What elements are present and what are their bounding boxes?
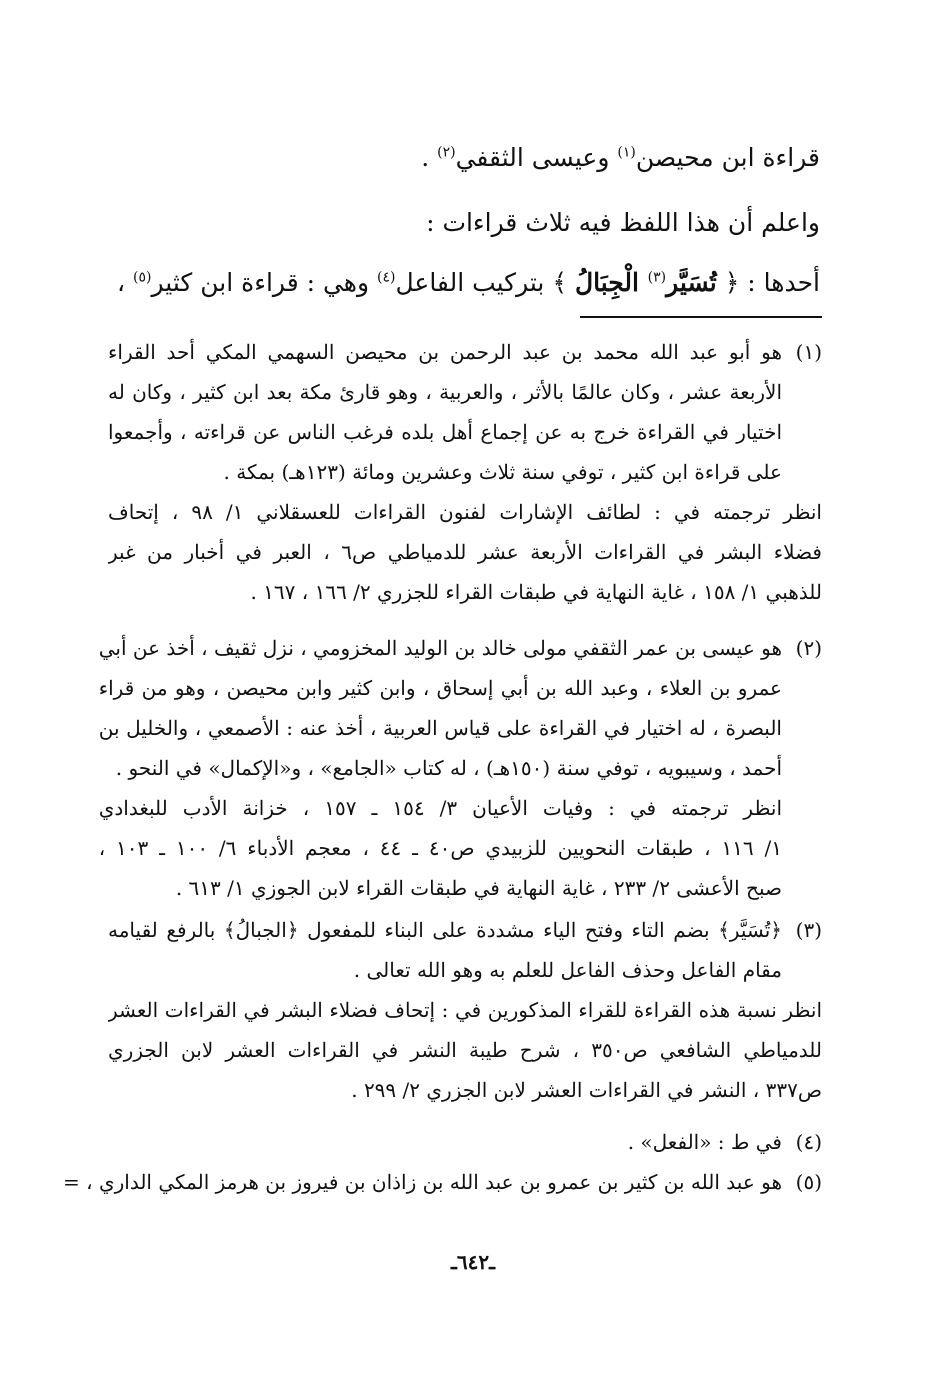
footnote-body (99, 628, 782, 908)
footnote-line: عمرو بن العلاء ، وعبد الله بن أبي إسحاق ، وابن كثير وابن محيصن ، وهو من قراء (98, 676, 782, 700)
footnote-line: انظر ترجمته في : وفيات الأعيان ٣/ ١٥٤ ـ ١٥٧ ، خزانة الأدب للبغدادي (98, 796, 782, 820)
main-text-segment: . (421, 143, 438, 172)
main-text-segment: ﴾ بتركيب الفاعل (395, 268, 575, 297)
footnote-line: اختيار في القراءة خرج به عن إجماع أهل بلده فرغب الناس عن قراءته ، وأجمعوا (108, 420, 782, 444)
page-number: ـ٦٤٢ـ (451, 1250, 495, 1274)
footnote-2 (98, 628, 822, 908)
footnote-line: للذهبي ١/ ١٥٨ ، غاية النهاية في طبقات القراء للجزري ٢/ ١٦٦ ، ١٦٧ . (250, 580, 822, 604)
footnote-line: في ط : «الفعل» . (627, 1130, 782, 1154)
footnote-line: انظر ترجمته في : لطائف الإشارات لفنون القراءات للعسقلاني ١/ ٩٨ ، إتحاف (108, 500, 822, 524)
footnote-ref-5: (٥) (133, 269, 152, 286)
footnote-ref-2: (٢) (437, 144, 456, 161)
main-text-segment: قراءة ابن محيصن (635, 143, 820, 172)
main-text-line-3 (100, 263, 820, 303)
footnote-number: (٤) (795, 1130, 822, 1154)
footnote-line: صبح الأعشى ٢/ ٢٣٣ ، غاية النهاية في طبقات القراء لابن الجوزي ١/ ٦١٣ . (175, 876, 782, 900)
footnote-line: للدمياطي الشافعي ص٣٥٠ ، شرح طيبة النشر في القراءات العشر لابن الجزري (108, 1038, 822, 1062)
main-text-segment: وهي : قراءة ابن كثير (151, 268, 377, 297)
footnote-line: مقام الفاعل وحذف الفاعل للعلم به وهو الله تعالى . (353, 958, 782, 982)
footnote-ref-3: (٣) (647, 269, 667, 286)
footnote-3 (108, 910, 822, 1110)
footnote-body (108, 910, 782, 990)
footnote-body (108, 332, 782, 492)
main-text-line-2: واعلم أن هذا اللفظ فيه ثلاث قراءات : (426, 208, 820, 237)
main-text-segment: وعيسى الثقفي (455, 143, 618, 172)
quran-word: الْجِبَالُ (574, 268, 648, 297)
main-text-segment: أحدها : ﴿ (716, 268, 820, 297)
footnote-5 (63, 1162, 822, 1202)
footnote-1 (108, 332, 822, 612)
main-text-line-1 (100, 138, 820, 178)
footnote-number: (٢) (795, 636, 822, 660)
footnote-ref-1: (١) (617, 144, 636, 161)
footnote-number: (١) (795, 340, 822, 364)
footnote-line: انظر نسبة هذه القراءة للقراء المذكورين في : إتحاف فضلاء البشر في القراءات العشر (108, 998, 822, 1022)
footnote-line: هو عيسى بن عمر الثقفي مولى خالد بن الوليد المخزومي ، نزل ثقيف ، أخذ عن أبي (98, 636, 782, 660)
footnote-body (108, 1122, 782, 1162)
footnote-line: ﴿تُسَيَّر﴾ بضم التاء وفتح الياء مشددة على البناء للمفعول ﴿الجبالُ﴾ بالرفع لقيامه (108, 918, 782, 942)
footnote-line: الأربعة عشر ، وكان عالمًا بالأثر ، والعربية ، وهو قارئ مكة بعد ابن كثير ، وكان له (108, 380, 782, 404)
footnote-4 (108, 1122, 822, 1162)
footnote-line: ١/ ١١٦ ، طبقات النحويين للزبيدي ص٤٠ ـ ٤٤ ، معجم الأدباء ٦/ ١٠٠ ـ ١٠٣ ، (98, 836, 782, 860)
footnote-line: هو عبد الله بن كثير بن عمرو بن عبد الله بن زاذان بن فيروز بن هرمز المكي الداري ، = (63, 1170, 782, 1194)
footnote-line: البصرة ، له اختيار في القراءة على قياس العربية ، أخذ عنه : الأصمعي ، والخليل بن (98, 716, 782, 740)
footnote-line: على قراءة ابن كثير ، توفي سنة ثلاث وعشرين ومائة (١٢٣هـ) بمكة . (223, 460, 782, 484)
footnote-number: (٥) (795, 1170, 822, 1194)
footnote-line: ص٣٣٧ ، النشر في القراءات العشر لابن الجزري ٢/ ٢٩٩ . (351, 1078, 822, 1102)
footnote-body (63, 1162, 782, 1202)
footnote-number: (٣) (795, 918, 822, 942)
footnote-separator (580, 316, 822, 318)
footnote-line: فضلاء البشر في القراءات الأربعة عشر للدمياطي ص٦ ، العبر في أخبار من غبر (108, 540, 822, 564)
quran-word: تُسَيَّر (666, 268, 717, 297)
footnote-ref-4: (٤) (377, 269, 396, 286)
footnote-line: هو أبو عبد الله محمد بن عبد الرحمن بن محيصن السهمي المكي أحد القراء (108, 340, 782, 364)
footnote-line: أحمد ، وسيبويه ، توفي سنة (١٥٠هـ) ، له كتاب «الجامع» ، و«الإكمال» في النحو . (115, 756, 782, 780)
main-text-segment: ، (117, 268, 134, 297)
